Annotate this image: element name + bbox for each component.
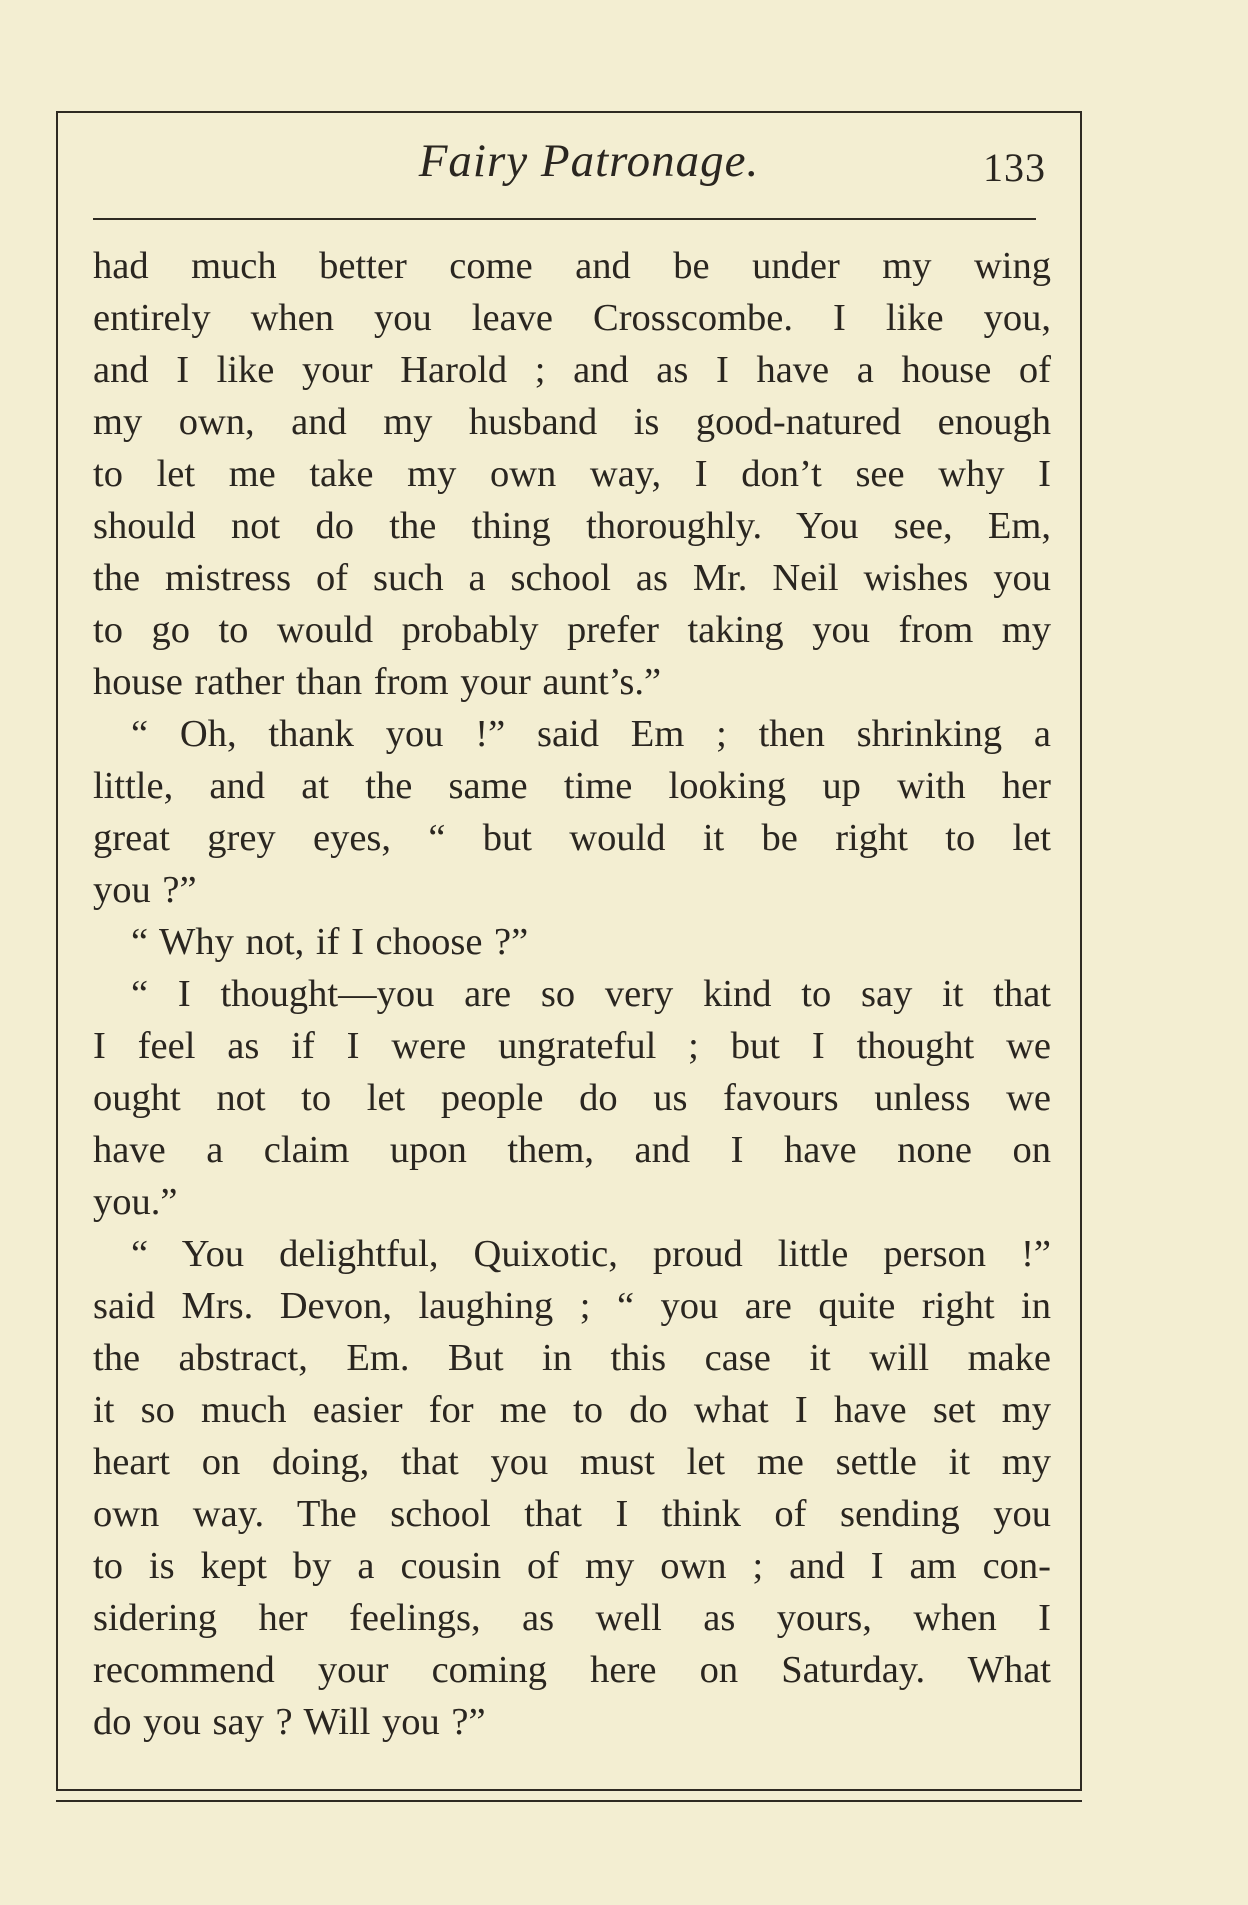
text-line: it so much easier for me to do what I have set my [93,1389,1051,1431]
text-line: house rather than from your aunt’s.” [93,661,662,703]
text-line: “ You delightful, Quixotic, proud little person !” [131,1233,1051,1275]
text-line: my own, and my husband is good-natured enough [93,401,1051,443]
text-line: “ I thought—you are so very kind to say it that [131,973,1051,1015]
header-rule [93,218,1036,220]
text-line: had much better come and be under my wing [93,245,1051,287]
text-line: heart on doing, that you must let me settle it my [93,1441,1051,1483]
text-line: entirely when you leave Crosscombe. I like you, [93,297,1051,339]
text-line: “ Why not, if I choose ?” [131,921,529,963]
text-line: you.” [93,1181,178,1223]
text-line: little, and at the same time looking up with her [93,765,1051,807]
body-text [93,240,1051,1748]
text-line: to let me take my own way, I don’t see why I [93,453,1051,495]
text-line: you ?” [93,869,197,911]
running-head [56,134,1082,194]
text-line: the mistress of such a school as Mr. Neil wishes you [93,557,1051,599]
text-line: own way. The school that I think of sending you [93,1493,1051,1535]
text-line: to is kept by a cousin of my own ; and I am con- [93,1545,1051,1587]
text-line: the abstract, Em. But in this case it will make [93,1337,1051,1379]
text-line: I feel as if I were ungrateful ; but I thought we [93,1025,1051,1067]
text-line: sidering her feelings, as well as yours, when I [93,1597,1051,1639]
text-line: and I like your Harold ; and as I have a house of [93,349,1051,391]
running-title: Fairy Patronage. [418,135,760,187]
text-line: ought not to let people do us favours unless we [93,1077,1051,1119]
text-line: “ Oh, thank you !” said Em ; then shrinking a [131,713,1051,755]
text-line: do you say ? Will you ?” [93,1701,486,1743]
text-line: should not do the thing thoroughly. You see, Em, [93,505,1051,547]
text-line: great grey eyes, “ but would it be right to let [93,817,1051,859]
text-line: to go to would probably prefer taking you from my [93,609,1051,651]
text-line: said Mrs. Devon, laughing ; “ you are quite right in [93,1285,1051,1327]
page-bottom-rule [56,1800,1082,1802]
page-number: 133 [983,145,1046,190]
text-line: have a claim upon them, and I have none on [93,1129,1051,1171]
text-line: recommend your coming here on Saturday. What [93,1649,1051,1691]
